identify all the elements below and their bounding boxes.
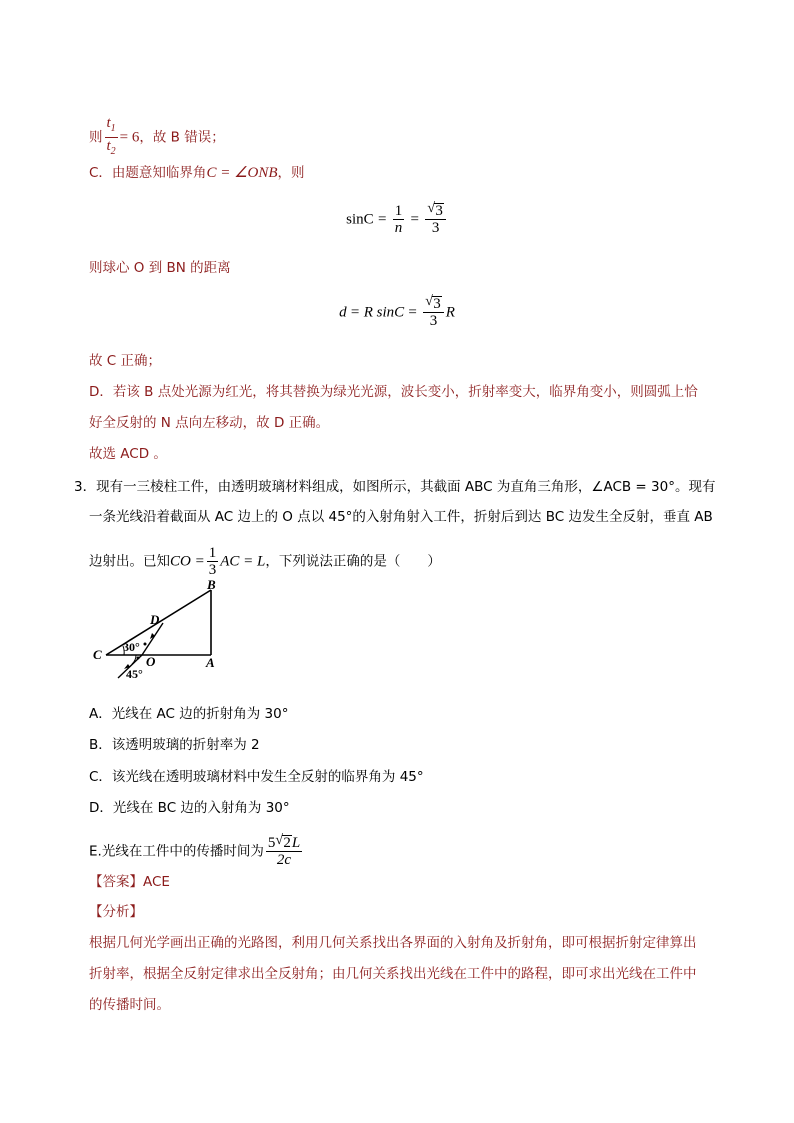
question-text: ，下列说法正确的是（ ）	[265, 553, 441, 570]
analysis-title-text: 【分析】	[89, 904, 143, 920]
sqrt: √ 3	[425, 294, 441, 312]
denominator: 3	[431, 220, 440, 236]
equation-lhs: d	[339, 304, 347, 321]
option-D	[89, 798, 290, 818]
numerator: 1	[394, 203, 403, 219]
text-suffix: ，故 B 错误；	[139, 129, 225, 146]
option-E	[89, 835, 304, 868]
text-line	[89, 351, 161, 371]
sqrt: √ 3	[427, 201, 443, 219]
option-C	[89, 767, 424, 787]
label-D: D	[150, 612, 160, 627]
text-line	[89, 444, 167, 464]
radicand: 2	[283, 835, 291, 851]
denominator: 3	[429, 313, 438, 329]
text: C．由题意知临界角	[89, 165, 207, 181]
radicand: 3	[435, 203, 443, 219]
label-angle-30: 30°	[123, 640, 140, 654]
point-marker	[137, 657, 140, 660]
option-A	[89, 704, 288, 724]
fraction-1-n	[393, 203, 405, 236]
sqrt: √ 2	[275, 833, 291, 851]
text: 故选 ACD 。	[89, 446, 167, 462]
analysis-text: 折射率，根据全反射定律求出全反射角；由几何关系找出光线在工件中的路程，即可求出光线在工件中	[89, 966, 697, 982]
denominator: n	[394, 220, 403, 236]
text-suffix: ，则	[277, 165, 305, 181]
option-text: B．该透明玻璃的折射率为 2	[89, 737, 260, 753]
fraction-sqrt3-3	[423, 296, 444, 329]
text: 故 C 正确；	[89, 353, 162, 369]
equation-mid: R sinC	[363, 304, 405, 321]
label-B: B	[207, 578, 216, 592]
denominator: t	[106, 138, 111, 154]
fraction-time	[266, 835, 302, 868]
equation: CO =	[170, 553, 205, 570]
label-C: C	[93, 647, 102, 662]
question-text: 边射出。已知	[89, 553, 170, 570]
text-line	[89, 163, 305, 183]
subscript: 2	[110, 146, 116, 157]
analysis-title	[89, 902, 143, 922]
point-marker	[144, 643, 147, 646]
denominator: 3	[208, 562, 217, 578]
equals-sign: =	[350, 304, 360, 321]
option-text: A．光线在 AC 边的折射角为 30°	[89, 706, 289, 722]
question-line	[74, 477, 715, 497]
option-text: C．该光线在透明玻璃材料中发生全反射的临界角为 45°	[89, 769, 424, 785]
equation-tail: R	[445, 304, 455, 321]
equals-sign: =	[408, 304, 417, 321]
fraction-sqrt3-3	[425, 203, 446, 236]
equals-sign: =	[410, 211, 420, 228]
radicand: 3	[433, 296, 441, 312]
label-angle-45: 45°	[126, 667, 143, 681]
analysis-text: 根据几何光学画出正确的光路图，利用几何关系找出各界面的入射角及折射角，即可根据折射定律算出	[89, 935, 697, 951]
analysis-line	[89, 964, 697, 984]
fraction-t1-t2	[105, 115, 118, 160]
question-line	[89, 545, 441, 578]
label-O: O	[146, 654, 156, 669]
equation-value: = 6	[119, 129, 140, 146]
text: 好全反射的 N 点向左移动，故 D 正确。	[89, 415, 330, 431]
option-B	[89, 735, 260, 755]
equation-lhs: sinC	[346, 211, 374, 228]
denominator: 2c	[276, 852, 292, 868]
text-line	[89, 382, 698, 402]
question-text: 3．现有一三棱柱工件，由透明玻璃材料组成，如图所示，其截面 ABC 为直角三角形，∠ACB = 30°。现有	[74, 479, 716, 495]
fraction-1-3	[207, 545, 219, 578]
equation: C = ∠ONB	[206, 165, 278, 181]
analysis-line	[89, 995, 170, 1015]
equation: AC = L	[220, 553, 266, 570]
option-text: D．光线在 BC 边的入射角为 30°	[89, 800, 290, 816]
triangle-prism-figure	[90, 578, 230, 688]
text-line	[89, 258, 231, 278]
answer	[89, 872, 170, 892]
question-text: 一条光线沿着截面从 AC 边上的 O 点以 45°的入射角射入工件，折射后到达 BC 边发生全反射，垂直 AB	[89, 509, 713, 525]
equals-sign: =	[377, 211, 387, 228]
refracted-ray	[142, 623, 163, 655]
text-prefix: 则	[89, 129, 103, 146]
option-text: E.光线在工件中的传播时间为	[89, 843, 264, 860]
analysis-line	[89, 933, 697, 953]
numerator: 1	[208, 545, 217, 561]
equation-sinC	[0, 203, 794, 236]
answer-text: 【答案】ACE	[89, 874, 170, 890]
text-line	[89, 115, 225, 160]
analysis-text: 的传播时间。	[89, 997, 170, 1013]
numerator-tail: L	[291, 835, 301, 851]
text-line	[89, 413, 329, 433]
text: 则球心 O 到 BN 的距离	[89, 260, 231, 276]
equation-d	[0, 296, 794, 329]
subscript: 1	[110, 123, 116, 134]
numerator: t	[106, 115, 111, 131]
question-line	[89, 507, 713, 527]
coefficient: 5	[267, 835, 276, 851]
label-A: A	[206, 655, 215, 670]
text: D．若该 B 点处光源为红光，将其替换为绿光光源，波长变小，折射率变大，临界角变小，则圆弧上恰	[89, 384, 698, 400]
